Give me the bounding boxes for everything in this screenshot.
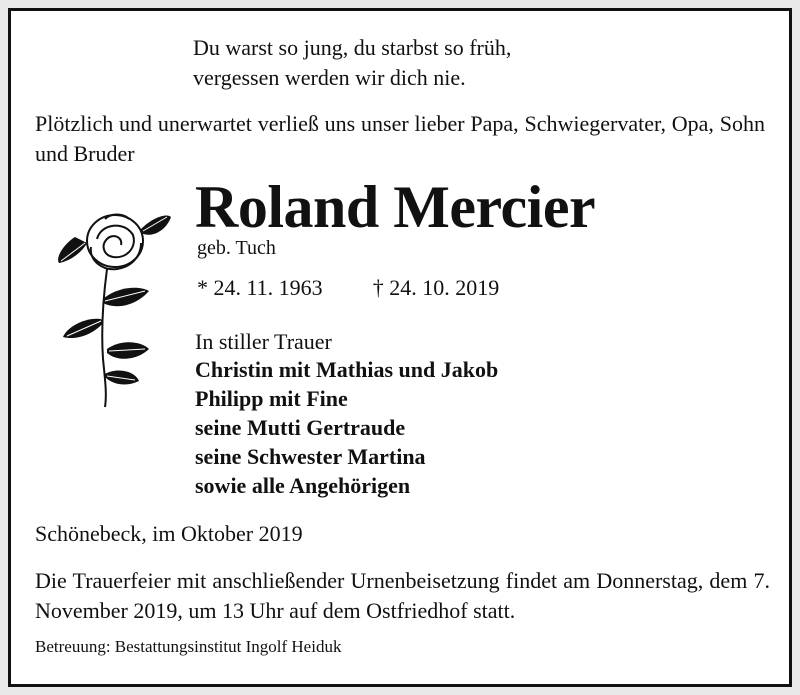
list-item: Philipp mit Fine	[195, 386, 348, 411]
deceased-name: Roland Mercier	[195, 174, 596, 240]
birth-date: * 24. 11. 1963	[197, 275, 323, 300]
list-item: Christin mit Mathias und Jakob	[195, 357, 499, 382]
birth-name: geb. Tuch	[197, 237, 276, 259]
intro-text: Plötzlich und unerwartet verließ uns unser lieber Papa, Schwiegervater, Opa, Sohn und Bruder	[35, 111, 765, 166]
life-dates	[197, 273, 499, 303]
quote-line-1: Du warst so jung, du starbst so früh,	[193, 35, 512, 60]
death-date: † 24. 10. 2019	[372, 275, 500, 300]
list-item: sowie alle Angehörigen	[195, 473, 411, 498]
obituary-notice	[8, 8, 792, 687]
quote-line-2: vergessen werden wir dich nie.	[193, 65, 466, 90]
mourners-list	[195, 355, 498, 500]
funeral-home-credit: Betreuung: Bestattungsinstitut Ingolf Heiduk	[35, 637, 342, 656]
ceremony-text: Die Trauerfeier mit anschließender Urnenbeisetzung findet am Donnerstag, dem 7. November 2019, um 13 Uhr auf dem Ostfriedhof statt.	[35, 568, 770, 623]
memorial-quote	[193, 33, 511, 93]
rose-icon	[45, 199, 175, 409]
list-item: seine Schwester Martina	[195, 444, 426, 469]
mourning-label: In stiller Trauer	[195, 329, 332, 354]
place-date: Schönebeck, im Oktober 2019	[35, 521, 303, 546]
list-item: seine Mutti Gertraude	[195, 415, 406, 440]
